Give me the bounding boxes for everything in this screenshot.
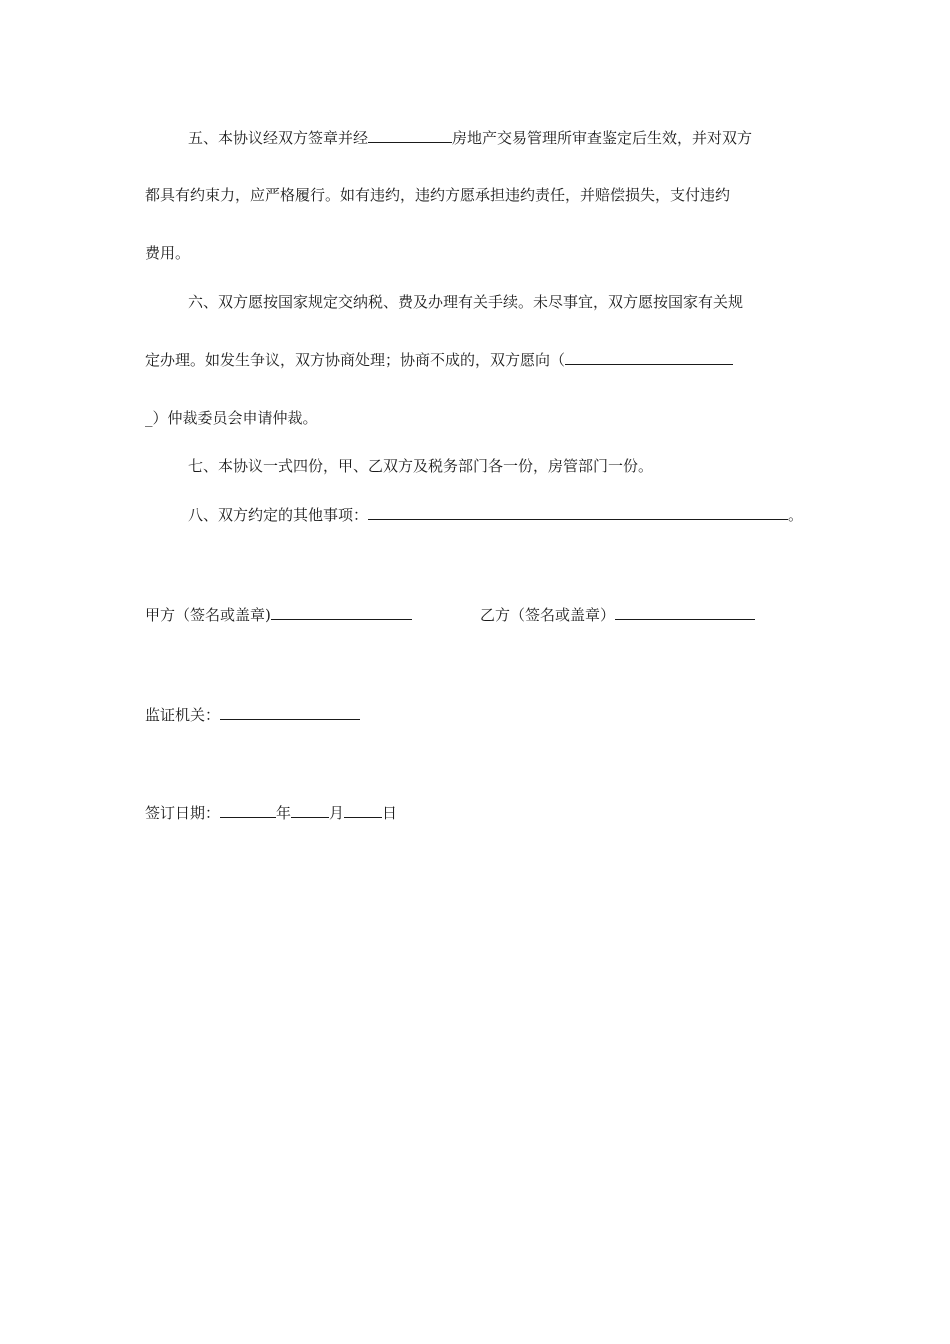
- clause-8-label: 八、双方约定的其他事项：: [188, 506, 369, 524]
- clause-6-text-end: ）仲裁委员会申请仲裁。: [152, 409, 318, 427]
- party-a-signature-blank[interactable]: [271, 604, 412, 620]
- clause-5-line-2: 都具有约束力，应严格履行。如有违约，违约方愿承担违约责任，并赔偿损失，支付违约: [145, 186, 731, 204]
- date-label: 签订日期：: [145, 804, 221, 822]
- clause-5-line-1: [188, 127, 752, 147]
- clause-6-line-3: [145, 408, 318, 428]
- party-a-signature: [145, 604, 412, 624]
- other-matters-blank[interactable]: [368, 504, 788, 520]
- authority-label: 监证机关：: [145, 706, 221, 724]
- month-blank[interactable]: [291, 802, 329, 818]
- clause-5-text-before-blank: 五、本协议经双方签章并经: [188, 129, 369, 147]
- party-b-signature: [480, 604, 755, 624]
- day-label: 日: [382, 804, 398, 822]
- clause-8-end: 。: [788, 506, 804, 524]
- year-label: 年: [276, 804, 292, 822]
- supervising-authority: [145, 704, 360, 724]
- arbitration-committee-blank[interactable]: [565, 349, 733, 365]
- clause-6-text: 定办理。如发生争议，双方协商处理；协商不成的，双方愿向（: [145, 351, 566, 369]
- signing-date: [145, 802, 397, 822]
- trading-office-blank[interactable]: [368, 127, 452, 143]
- authority-blank[interactable]: [220, 704, 360, 720]
- day-blank[interactable]: [344, 802, 382, 818]
- arbitration-blank-tail: _: [145, 409, 153, 427]
- clause-7: 七、本协议一式四份，甲、乙双方及税务部门各一份，房管部门一份。: [188, 457, 654, 475]
- clause-5-line-3: 费用。: [145, 244, 191, 262]
- clause-6-line-1: 六、双方愿按国家规定交纳税、费及办理有关手续。未尽事宜，双方愿按国家有关规: [188, 293, 744, 311]
- month-label: 月: [329, 804, 345, 822]
- clause-8: [188, 504, 803, 524]
- party-a-label: 甲方（签名或盖章): [145, 606, 271, 624]
- clause-5-text-after-blank: 房地产交易管理所审查鉴定后生效，并对双方: [452, 129, 753, 147]
- party-b-signature-blank[interactable]: [615, 604, 755, 620]
- year-blank[interactable]: [220, 802, 276, 818]
- clause-6-line-2: [145, 349, 733, 369]
- party-b-label: 乙方（签名或盖章）: [480, 606, 616, 624]
